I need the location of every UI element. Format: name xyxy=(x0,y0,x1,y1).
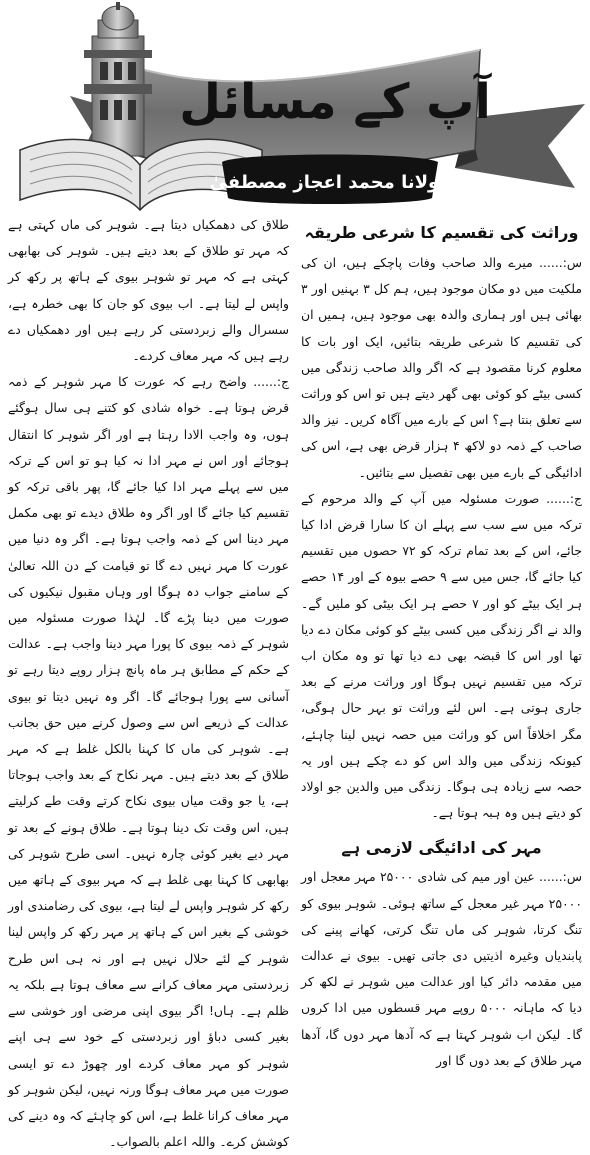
answer-inheritance: ج:...... صورت مسئولہ میں آپ کے والد مرحوم کے ترکہ میں سے سب سے پہلے ان کا سارا قرض ادا کیا جائے، اس کے بعد تمام ترکہ کو ۷۲ حصوں میں تقسیم کیا جائے گا، جس میں سے ۹ حصے بیوہ کے اور ۱۴ حصے ہر ایک بیٹے کو اور ۷ حصے ہر ایک بیٹی کو ملیں گے۔ والد نے اگر زندگی میں کسی بیٹے کو کوئی مکان دے دیا تھا اور اس کا قبضہ بھی دے دیا تھا تو وہ مکان اب ترکہ میں تقسیم نہیں ہوگا اور وراثت مرنے کے بعد جاری ہوتی ہے۔ اس لئے وراثت تو بہر حال ہوگی، مگر اخلاقاً اس کو وراثت میں حصہ نہیں لینا چاہئے، کیونکہ زندگی میں والد اس کو دے چکے ہیں اور یہ حصہ سے زیادہ ہی ہوگا۔ زندگی میں والدین جو اولاد کو دیتے ہیں وہ ہبہ ہوتا ہے۔ xyxy=(301,490,582,821)
heading-mehr: مہر کی ادائیگی لازمی ہے xyxy=(341,838,542,858)
left-column xyxy=(8,212,289,1150)
minaret-illustration xyxy=(84,2,152,156)
question-continuation: طلاق کی دھمکیاں دیتا ہے۔ شوہر کی ماں کہتی ہے کہ مہر تو طلاق کے بعد دیتے ہیں۔ شوہر کی بھابھی کہتی ہے کہ مہر تو شوہر بیوی کے ہاتھ پر رکھ کر واپس لے لیتا ہے۔ اب بیوی کو جان کا بھی خطرہ ہے، سسرال والے زبردستی کر رہے ہیں اور دھمکیاں دے رہے ہیں کہ مہر معاف کردے۔ xyxy=(8,217,289,364)
banner-artwork xyxy=(0,0,590,212)
heading-inheritance: وراثت کی تقسیم کا شرعی طریقہ xyxy=(304,223,579,242)
question-mehr: س:...... عین اور میم کی شادی ۲۵۰۰۰ مہر معجل اور ۲۵۰۰۰ مہر غیر معجل کے ساتھ ہوئی۔ شوہر بیوی کو تنگ کرتا، شوہر کی ماں تنگ کرتی، کھانے پینے کی پابندیاں وغیرہ اذیتیں دی جاتی تھیں۔ بیوی نے عدالت میں مقدمہ دائر کیا اور عدالت میں شوہر نے لکھ کر دیا کہ ماہانہ ۵۰۰۰ روپے مہر قسطوں میں ادا کروں گا۔ لیکن اب شوہر کہتا ہے کہ آدھا مہر دوں گا، آدھا مہر طلاق کے بعد دوں گا اور xyxy=(301,869,583,1068)
page-banner xyxy=(0,0,590,212)
right-column xyxy=(301,212,583,1068)
author-name: مولانا محمد اعجاز مصطفیٰ xyxy=(209,172,451,193)
banner-title: آپ کے مسائل xyxy=(179,74,491,130)
article-columns xyxy=(8,212,583,1150)
author-plate xyxy=(210,155,451,205)
answer-mehr: ج:...... واضح رہے کہ عورت کا مہر شوہر کے ذمہ قرض ہوتا ہے۔ خواہ شادی کو کتنے ہی سال ہوگئے ہوں، وہ واجب الادا رہتا ہے اور اگر شوہر کا انتقال ہوجائے اور اس نے مہر ادا نہ کیا ہو تو اس کے ترکہ میں سے پہلے مہر ادا کیا جائے گا، پھر باقی ترکہ کو تقسیم کیا جائے گا اور اگر وہ طلاق دیدے تو بھی مکمل مہر دینا اس کے ذمہ واجب ہوتا ہے۔ اگر وہ دنیا میں عورت کا مہر نہیں دے گا تو قیامت کے دن اللہ تعالیٰ کے سامنے جواب دہ ہوگا اور وہاں مقبول نیکیوں کی صورت میں دینا پڑے گا۔ لہٰذا صورت مسئولہ میں شوہر کے ذمہ بیوی کا پورا مہر دینا واجب ہے۔ عدالت کے حکم کے مطابق ہر ماہ پانچ ہزار روپے دیتا رہے تو آسانی سے پورا ہوجائے گا۔ اگر وہ نہیں دیتا تو بیوی عدالت کے ذریعے اس سے وصول کرنے میں حق بجانب ہے۔ شوہر کی ماں کا کہنا بالکل غلط ہے کہ مہر طلاق کے بعد دیتے ہیں۔ مہر نکاح کے بعد واجب ہوجاتا ہے، یا جو وقت میاں بیوی نکاح کرتے وقت طے کرلیتے ہیں، اس وقت تک دینا ہوتا ہے۔ طلاق ہونے کے بعد تو مہر دیے بغیر کوئی چارہ نہیں۔ اسی طرح شوہر کی بھابھی کا کہنا بھی غلط ہے کہ مہر بیوی کے ہاتھ میں رکھ کر شوہر واپس لے لیتا ہے، بیوی کی رضامندی اور خوشی کے بغیر اس کے ہاتھ پر مہر رکھ کر واپس لینا شوہر کے لئے حلال نہیں ہے اور نہ ہی اس طرح زبردستی مہر معاف کرانے سے معاف ہوتا ہے بلکہ یہ ظلم ہے۔ ہاں! اگر بیوی اپنی مرضی اور خوشی سے بغیر کسی دباؤ اور زبردستی کے خود سے ہی اپنے شوہر کو مہر معاف کردے اور چھوڑ دے تو ایسی صورت میں مہر معاف ہوگا ورنہ نہیں، لیکن شوہر کو مہر معاف کرانا غلط ہے، اس کو چاہئے کہ وہ دینے کی کوشش کرے۔ واللہ اعلم بالصواب۔ xyxy=(8,374,289,1150)
question-inheritance: س:...... میرے والد صاحب وفات پاچکے ہیں، ان کی ملکیت میں دو مکان موجود ہیں، ہم کل ۳ بہنیں اور ۳ بھائی ہیں اور ہماری والدہ بھی موجود ہیں، ہمیں ان کی تقسیم کا شرعی طریقہ بتائیں، ایک اور بات کا معلوم کرنا مقصود ہے کہ اگر والد صاحب زندگی میں کسی بیٹے کو کوئی بھی گھر دیتے ہیں تو اس کو وراثت سے تعلق بنتا ہے؟ اس کے بارے میں آگاہ کریں۔ نیز والد صاحب کے ذمہ دو لاکھ ۴ ہزار قرض بھی ہے، اس کی ادائیگی کے بارے میں بھی تفصیل سے بتائیں۔ xyxy=(301,255,583,480)
